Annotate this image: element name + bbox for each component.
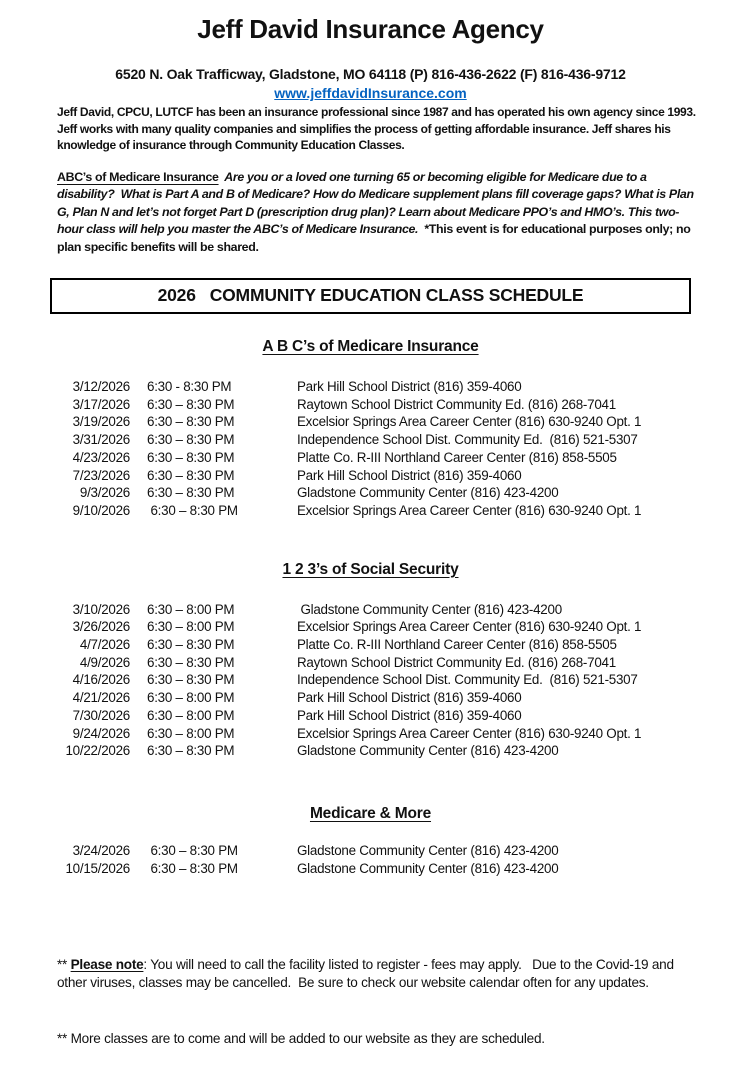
website-link[interactable]: www.jeffdavidInsurance.com	[274, 85, 467, 101]
row-location: Park Hill School District (816) 359-4060	[297, 690, 522, 706]
row-date: 3/31/2026	[72, 432, 130, 448]
row-time: 6:30 – 8:30 PM	[147, 743, 235, 759]
row-location: Platte Co. R-III Northland Career Center (816) 858-5505	[297, 637, 617, 653]
row-date: 3/17/2026	[72, 396, 130, 412]
footer-asterisks: **	[57, 956, 71, 972]
row-location: Park Hill School District (816) 359-4060	[297, 467, 522, 483]
row-location: Gladstone Community Center (816) 423-4200	[297, 601, 562, 617]
section-rows	[0, 378, 741, 520]
section-rows	[0, 842, 741, 877]
page-title: Jeff David Insurance Agency	[197, 14, 544, 44]
row-time: 6:30 – 8:00 PM	[147, 619, 235, 635]
website-row	[0, 85, 741, 101]
row-date: 10/22/2026	[65, 743, 130, 759]
row-location: Independence School Dist. Community Ed. (816) 521-5307	[297, 432, 638, 448]
intro-paragraph	[57, 169, 697, 257]
footer-note-text: : You will need to call the facility listed to register - fees may apply. Due to the Covid-19 and other viruses, classes may be cancelled. Be sure to check our website calendar often for any updates.	[57, 956, 678, 991]
row-date: 3/12/2026	[72, 379, 130, 394]
schedule-row	[0, 671, 741, 689]
row-location: Gladstone Community Center (816) 423-4200	[297, 860, 559, 876]
schedule-sections	[0, 338, 741, 877]
row-location: Park Hill School District (816) 359-4060	[297, 707, 522, 723]
row-date: 4/9/2026	[79, 654, 130, 670]
row-time: 6:30 - 8:30 PM	[147, 379, 232, 394]
row-time: 6:30 – 8:30 PM	[147, 637, 235, 653]
schedule-row	[0, 467, 741, 485]
row-time: 6:30 – 8:00 PM	[147, 601, 235, 617]
row-time: 6:30 – 8:00 PM	[147, 707, 235, 723]
row-date: 4/21/2026	[72, 690, 130, 706]
section-title: 1 2 3’s of Social Security	[282, 560, 459, 578]
schedule-row	[0, 636, 741, 654]
row-location: Raytown School District Community Ed. (816) 268-7041	[297, 396, 616, 412]
row-time: 6:30 – 8:30 PM	[147, 842, 238, 858]
row-location: Excelsior Springs Area Career Center (816) 630-9240 Opt. 1	[297, 414, 642, 430]
row-location: Raytown School District Community Ed. (816) 268-7041	[297, 654, 616, 670]
row-time: 6:30 – 8:30 PM	[147, 654, 235, 670]
schedule-row	[0, 449, 741, 467]
row-date: 7/30/2026	[72, 707, 130, 723]
footer-register-note	[57, 956, 693, 993]
row-time: 6:30 – 8:30 PM	[147, 485, 235, 501]
section-title: A B C’s of Medicare Insurance	[262, 338, 479, 355]
schedule-row	[0, 842, 741, 860]
row-location: Excelsior Springs Area Career Center (816) 630-9240 Opt. 1	[297, 725, 642, 741]
class-section	[0, 805, 741, 877]
footer-please-note-label: Please note	[70, 956, 144, 972]
schedule-row	[0, 413, 741, 431]
row-time: 6:30 – 8:30 PM	[147, 414, 235, 430]
schedule-row	[0, 654, 741, 672]
address-line: 6520 N. Oak Trafficway, Gladstone, MO 64118 (P) 816-436-2622 (F) 816-436-9712	[115, 66, 626, 82]
row-date: 7/23/2026	[72, 467, 130, 483]
schedule-row	[0, 502, 741, 520]
row-time: 6:30 – 8:30 PM	[147, 672, 235, 688]
row-date: 9/10/2026	[72, 502, 130, 518]
schedule-row	[0, 431, 741, 449]
schedule-row	[0, 742, 741, 760]
row-time: 6:30 – 8:30 PM	[147, 502, 238, 518]
row-location: Excelsior Springs Area Career Center (816) 630-9240 Opt. 1	[297, 619, 642, 635]
row-time: 6:30 – 8:00 PM	[147, 725, 235, 741]
class-section	[0, 561, 741, 760]
row-location: Excelsior Springs Area Career Center (816) 630-9240 Opt. 1	[297, 502, 642, 518]
schedule-row	[0, 484, 741, 502]
row-date: 3/19/2026	[72, 414, 130, 430]
row-time: 6:30 – 8:30 PM	[147, 432, 235, 448]
schedule-row	[0, 707, 741, 725]
row-date: 10/15/2026	[65, 860, 130, 876]
row-location: Gladstone Community Center (816) 423-4200	[297, 743, 559, 759]
row-location: Platte Co. R-III Northland Career Center (816) 858-5505	[297, 449, 617, 465]
row-date: 4/23/2026	[72, 449, 130, 465]
row-date: 3/26/2026	[72, 619, 130, 635]
schedule-banner: 2026 COMMUNITY EDUCATION CLASS SCHEDULE	[50, 278, 691, 314]
schedule-row	[0, 396, 741, 414]
intro-lead-underlined: ABC’s of Medicare Insurance	[57, 169, 219, 184]
row-date: 9/3/2026	[79, 485, 130, 501]
row-date: 4/7/2026	[79, 637, 130, 653]
row-time: 6:30 – 8:30 PM	[147, 860, 238, 876]
intro-body-italic: Are you or a loved one turning 65 or becoming eligible for Medicare due to a disability? What is Part A and B of Medicare? How do Medicare supplement plans fill coverage gaps? What is Plan G, Plan N and let’s not forget Part D (prescription drug plan)? Learn about Medicare PPO’s and HMO’s. This two-hour class will help you master the ABC’s of Medicare Insurance.	[57, 169, 697, 236]
section-title: Medicare & More	[309, 804, 432, 822]
schedule-row	[0, 378, 741, 396]
schedule-row	[0, 601, 741, 619]
class-section	[0, 338, 741, 520]
row-time: 6:30 – 8:30 PM	[147, 396, 235, 412]
section-rows	[0, 601, 741, 760]
schedule-row	[0, 689, 741, 707]
schedule-row	[0, 618, 741, 636]
row-date: 3/24/2026	[72, 842, 130, 858]
row-time: 6:30 – 8:00 PM	[147, 690, 235, 706]
row-location: Gladstone Community Center (816) 423-4200	[297, 842, 559, 858]
footer-more-classes-note: ** More classes are to come and will be added to our website as they are scheduled.	[57, 1030, 545, 1046]
intro-disclaimer: *This event is for educational purposes only; no plan specific benefits will be shared.	[57, 222, 694, 254]
row-location: Independence School Dist. Community Ed. (816) 521-5307	[297, 672, 638, 688]
row-time: 6:30 – 8:30 PM	[147, 449, 235, 465]
row-time: 6:30 – 8:30 PM	[147, 467, 235, 483]
row-date: 4/16/2026	[72, 672, 130, 688]
row-location: Park Hill School District (816) 359-4060	[297, 379, 522, 394]
schedule-row	[0, 860, 741, 878]
schedule-row	[0, 725, 741, 743]
row-location: Gladstone Community Center (816) 423-4200	[297, 485, 559, 501]
footer-notes	[57, 918, 693, 1085]
bio-paragraph: Jeff David, CPCU, LUTCF has been an insurance professional since 1987 and has operated his own agency since 1993. Jeff works with many quality companies and simplifies the process of getting affordable insurance. Jeff shares his knowledge of insurance through Community Education Classes.	[57, 105, 699, 152]
row-date: 9/24/2026	[72, 725, 130, 741]
row-date: 3/10/2026	[72, 601, 130, 617]
